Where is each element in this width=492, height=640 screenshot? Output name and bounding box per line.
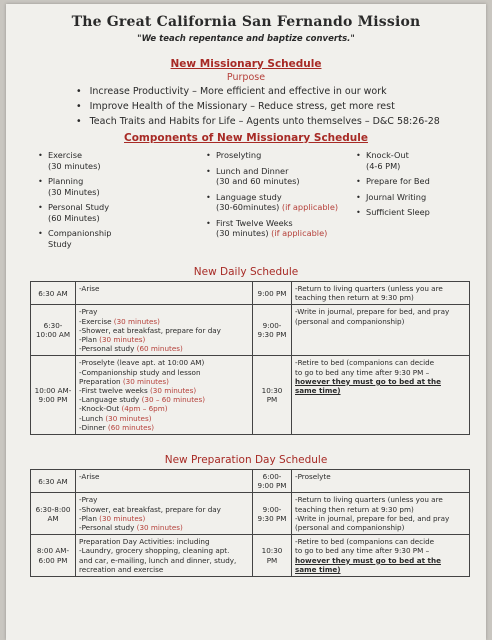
component-name: • Proselyting <box>216 150 262 160</box>
activity-line: -Return to living quarters (unless you are <box>295 495 443 505</box>
activity-cell <box>76 535 253 577</box>
component-item <box>38 176 112 197</box>
component-item <box>356 207 430 218</box>
mission-title: The Great California San Fernando Mission <box>71 14 421 30</box>
component-item <box>356 192 430 203</box>
activity-duration: (30 minutes) <box>122 376 169 386</box>
activity-duration: (30 – 60 minutes) <box>141 395 206 405</box>
activity-line: Preparation (30 minutes) <box>79 376 169 386</box>
activity-duration: (30 minutes) <box>105 413 152 423</box>
activity-cell <box>76 470 253 493</box>
component-item <box>206 166 338 187</box>
mission-motto: "We teach repentance and baptize converts." <box>137 34 355 44</box>
activity-line: (personal and companionship) <box>295 316 405 326</box>
purpose-item: • Teach Traits and Habits for Life – Agents unto themselves – D&C 58:26-28 <box>76 114 440 129</box>
activity-line: -Dinner (60 minutes) <box>79 422 155 432</box>
component-name: • Planning <box>48 176 84 186</box>
activity-cell <box>292 470 470 493</box>
activity-cell <box>76 493 253 535</box>
activity-line: -Proselyte (leave apt. at 10:00 AM) <box>79 358 205 368</box>
purpose-label: Purpose <box>226 72 266 83</box>
time-cell: 6:00-9:00 PM <box>253 470 292 493</box>
component-item <box>356 150 430 171</box>
time-cell: 6:30 AM <box>31 470 76 493</box>
component-note: (if applicable) <box>279 202 339 212</box>
component-name: • Knock-Out <box>366 150 409 160</box>
components-column-3 <box>356 150 430 223</box>
time-cell: 10:00 AM-9:00 PM <box>31 356 76 435</box>
component-item <box>38 202 112 223</box>
component-duration: (4-6 PM) <box>366 160 401 171</box>
activity-line: teaching then return at 9:30 pm) <box>295 504 414 514</box>
time-cell: 8:00 AM-6:00 PM <box>31 535 76 577</box>
schedule-row <box>31 305 470 356</box>
component-duration: Study <box>48 238 72 249</box>
purpose-item: • Increase Productivity – More efficient and effective in our work <box>76 84 440 99</box>
activity-line: -Pray <box>79 495 98 505</box>
activity-duration: (30 minutes) <box>99 513 146 523</box>
component-item <box>356 176 430 187</box>
activity-line: -Plan (30 minutes) <box>79 335 146 345</box>
activity-line: recreation and exercise <box>79 564 164 574</box>
activity-cell <box>292 282 470 305</box>
component-name: • Companionship <box>48 228 112 238</box>
activity-line: and car, e-mailing, lunch and dinner, study, <box>79 555 237 565</box>
purpose-item: • Improve Health of the Missionary – Reduce stress, get more rest <box>76 99 440 114</box>
activity-line: (personal and companionship) <box>295 523 405 533</box>
component-name: • First Twelve Weeks <box>216 217 293 228</box>
component-name: • Prepare for Bed <box>366 176 430 186</box>
daily-schedule-table <box>30 281 470 435</box>
component-name: • Sufficient Sleep <box>366 207 430 217</box>
time-cell: 9:00-9:30 PM <box>253 305 292 356</box>
component-duration: (30 minutes) (if applicable) <box>216 228 328 238</box>
activity-cell <box>292 493 470 535</box>
activity-line: -Proselyte <box>295 472 331 481</box>
activity-line: -Lunch (30 minutes) <box>79 413 152 423</box>
activity-line: -Shower, eat breakfast, prepare for day <box>79 504 221 514</box>
activity-line: -First twelve weeks (30 minutes) <box>79 386 197 396</box>
component-name: • Language study <box>216 191 282 202</box>
activity-duration: (30 minutes) <box>99 335 146 345</box>
activity-line: -Write in journal, prepare for bed, and pray <box>295 513 450 523</box>
schedule-row <box>31 282 470 305</box>
activity-line: Preparation Day Activities: including <box>79 537 210 547</box>
schedule-row <box>31 470 470 493</box>
activity-emphasis: same time) <box>295 564 341 574</box>
activity-line: -Personal study (60 minutes) <box>79 344 183 354</box>
missionary-schedule-heading: New Missionary Schedule <box>170 58 322 70</box>
component-duration: (30 minutes) <box>48 160 101 171</box>
schedule-row <box>31 356 470 435</box>
activity-line: to go to bed any time after 9:30 PM – <box>295 367 430 377</box>
daily-schedule-heading: New Daily Schedule <box>193 266 299 278</box>
prep-schedule-table <box>30 469 470 577</box>
activity-line: -Laundry, grocery shopping, cleaning apt. <box>79 546 230 556</box>
activity-line: -Arise <box>79 472 100 481</box>
component-item <box>206 192 338 213</box>
activity-line: -Arise <box>79 284 100 293</box>
component-duration: (30 and 60 minutes) <box>216 176 300 186</box>
activity-line: -Shower, eat breakfast, prepare for day <box>79 325 221 335</box>
activity-cell <box>76 305 253 356</box>
activity-line: -Exercise (30 minutes) <box>79 316 160 326</box>
components-column-2 <box>206 150 338 244</box>
activity-line: -Return to living quarters (unless you are <box>295 284 443 293</box>
activity-duration: (30 minutes) <box>113 316 160 326</box>
activity-cell <box>292 305 470 356</box>
document-page <box>6 4 486 640</box>
activity-duration: (60 minutes) <box>136 344 183 354</box>
time-cell: 10:30 PM <box>253 535 292 577</box>
time-cell: 9:00-9:30 PM <box>253 493 292 535</box>
component-item <box>38 150 112 171</box>
component-item <box>38 228 112 249</box>
component-item <box>206 218 338 239</box>
activity-line: -Retire to bed (companions can decide <box>295 358 435 368</box>
component-name: • Journal Writing <box>366 191 427 202</box>
activity-cell <box>292 535 470 577</box>
component-duration: (30 Minutes) <box>48 186 100 197</box>
schedule-row <box>31 493 470 535</box>
activity-line: -Plan (30 minutes) <box>79 513 146 523</box>
time-cell: 6:30-8:00 AM <box>31 493 76 535</box>
activity-line: -Companionship study and lesson <box>79 367 201 377</box>
time-cell: 10:30 PM <box>253 356 292 435</box>
activity-line: -Write in journal, prepare for bed, and pray <box>295 307 450 317</box>
activity-emphasis: same time) <box>295 386 341 396</box>
activity-line: -Retire to bed (companions can decide <box>295 537 435 547</box>
activity-cell <box>76 282 253 305</box>
activity-line: -Knock-Out (4pm – 6pm) <box>79 404 168 414</box>
activity-duration: (30 minutes) <box>150 386 197 396</box>
component-duration: (30-60minutes) (if applicable) <box>216 202 339 212</box>
time-cell: 6:30-10:00 AM <box>31 305 76 356</box>
activity-emphasis: however they must go to bed at the <box>295 376 441 386</box>
activity-cell <box>292 356 470 435</box>
activity-cell <box>76 356 253 435</box>
component-item <box>206 150 338 161</box>
activity-line: -Personal study (30 minutes) <box>79 523 183 533</box>
component-name: • Lunch and Dinner <box>216 165 289 176</box>
activity-duration: (30 minutes) <box>136 523 183 533</box>
prep-schedule-heading: New Preparation Day Schedule <box>164 454 328 466</box>
component-duration: (60 Minutes) <box>48 212 100 223</box>
component-note: (if applicable) <box>268 228 328 238</box>
activity-emphasis: however they must go to bed at the <box>295 555 441 565</box>
activity-line: to go to bed any time after 9:30 PM – <box>295 546 430 556</box>
schedule-row <box>31 535 470 577</box>
purpose-list <box>76 84 440 129</box>
components-column-1 <box>38 150 112 254</box>
activity-line: -Pray <box>79 307 98 317</box>
component-name: • Exercise <box>48 150 83 160</box>
activity-duration: (60 minutes) <box>107 422 155 432</box>
time-cell: 9:00 PM <box>253 282 292 305</box>
component-name: • Personal Study <box>48 202 110 212</box>
components-heading: Components of New Missionary Schedule <box>124 132 368 144</box>
activity-duration: (4pm – 6pm) <box>121 404 168 414</box>
activity-line: teaching then return at 9:30 pm) <box>295 293 414 303</box>
activity-line: -Language study (30 – 60 minutes) <box>79 395 206 405</box>
time-cell: 6:30 AM <box>31 282 76 305</box>
